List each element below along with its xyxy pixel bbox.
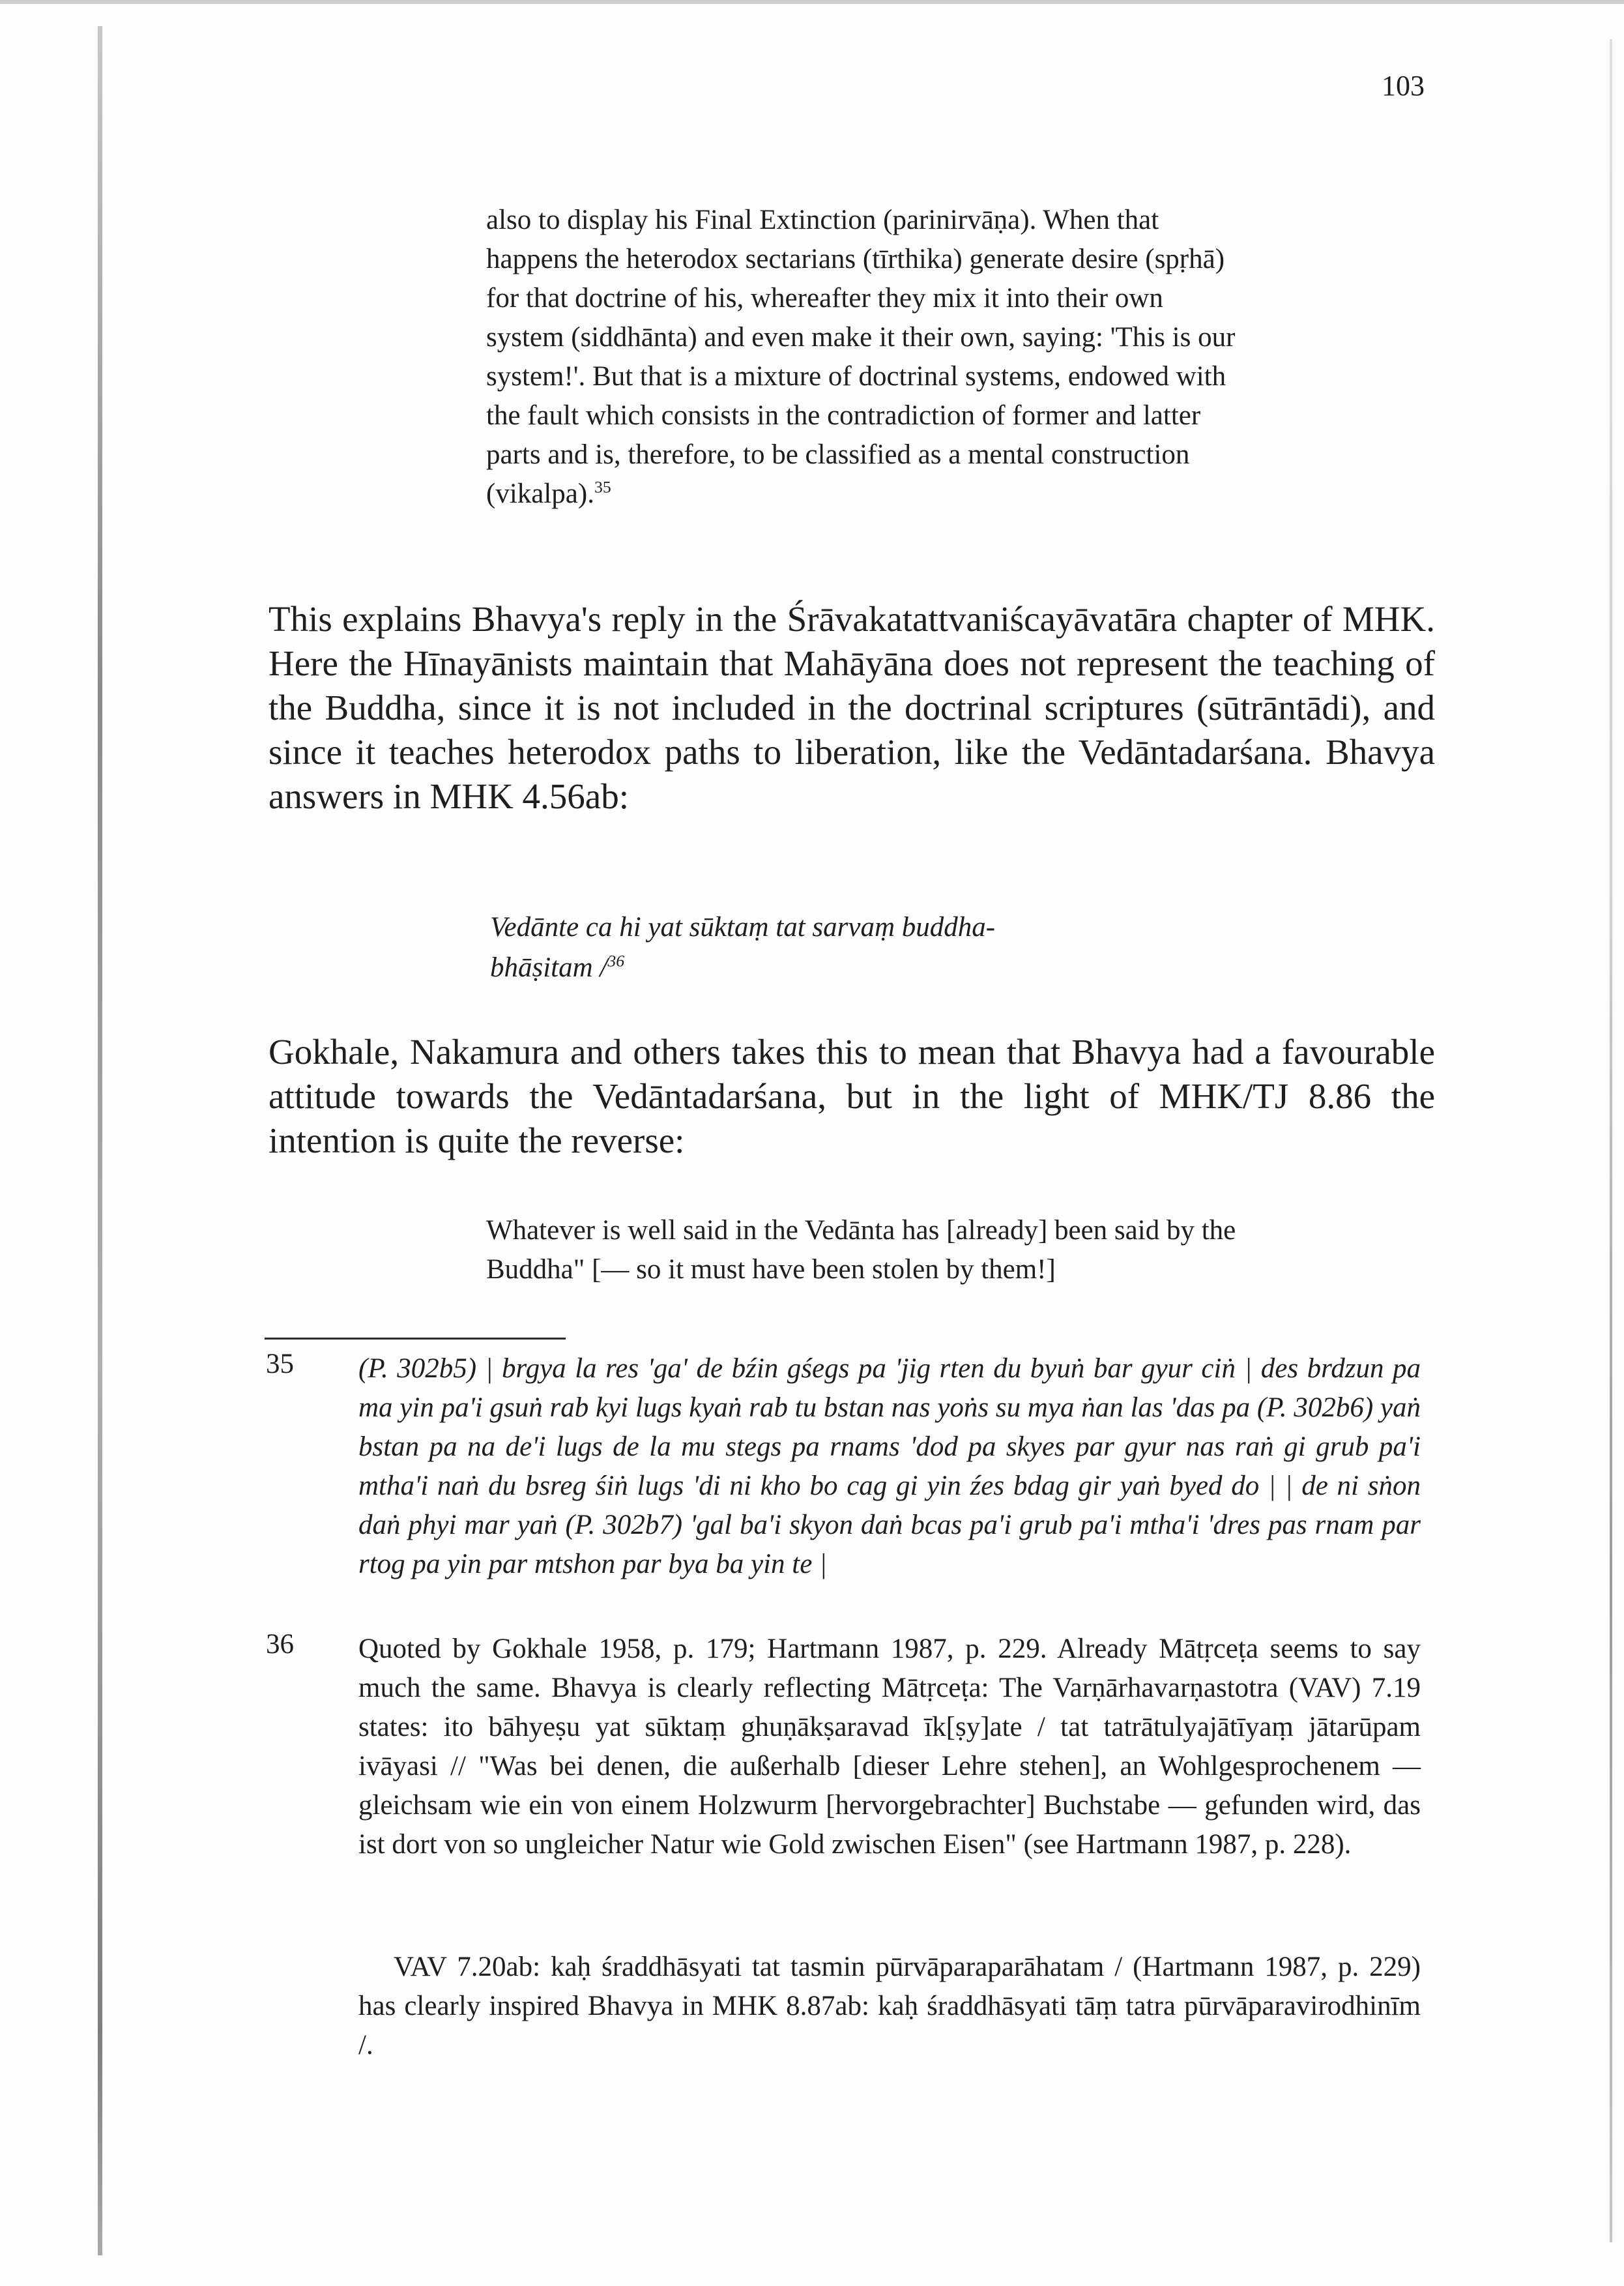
block-quote-bottom: Whatever is well said in the Vedānta has [already] been said by the Buddha" [— so it must have been stolen by them!] bbox=[486, 1215, 1236, 1285]
scan-right-edge bbox=[1610, 39, 1612, 2242]
footnote-ref-36[interactable]: 36 bbox=[607, 951, 625, 971]
footnote-36-text-continued: VAV 7.20ab: kaḥ śraddhāsyati tat tasmin pūrvāparaparāhatam / (Hartmann 1987, p. 229) has clearly inspired Bhavya in MHK 8.87ab: kaḥ śraddhāsyati tāṃ tatra pūrvāparavirodhinīm /. bbox=[358, 1952, 1421, 2060]
footnote-36-text: Quoted by Gokhale 1958, p. 179; Hartmann 1987, p. 229. Already Mātṛceṭa seems to say much the same. Bhavya is clearly reflecting Mātṛceṭa: The Varṇārhavarṇastotra (VAV) 7.19 states: ito bāhyeṣu yat sūktaṃ ghuṇākṣaravad īk[ṣy]ate / tat tatrātulyajātīyaṃ jātarūpam ivāyasi // "Was bei denen, die außerhalb [dieser Lehre stehen], an Wohlgesprochenem — gleichsam wie ein von einem Holzwurm [hervorgebrachter] Buchstabe — gefunden wird, das ist dort von so ungleicher Natur wie Gold zwischen Eisen" (see Hartmann 1987, p. 228). bbox=[358, 1634, 1421, 1860]
block-quote-top bbox=[486, 201, 1242, 514]
scan-top-edge bbox=[0, 0, 1624, 4]
scan-left-edge bbox=[98, 26, 102, 2255]
footnote-number-35: 35 bbox=[266, 1349, 294, 1379]
verse-line-1: Vedānte ca hi yat sūktaṃ tat sarvaṃ buddha- bbox=[490, 912, 996, 943]
footnote-separator bbox=[265, 1338, 566, 1340]
body-paragraph-2: Gokhale, Nakamura and others takes this to mean that Bhavya had a favourable attitude towards the Vedāntadarśana, but in the light of MHK/TJ 8.86 the intention is quite the reverse: bbox=[268, 1032, 1435, 1160]
page-number: 103 bbox=[1382, 70, 1425, 102]
verse-line-2: bhāṣitam /$^{36}$ bbox=[490, 951, 625, 983]
body-paragraph-1: This explains Bhavya's reply in the Śrāvakatattvaniścayāvatāra chapter of MHK. Here the Hīnayānists maintain that Mahāyāna does not represent the teaching of the Buddha, since it is not included in the doctrinal scriptures (sūtrāntādi), and since it teaches heterodox paths to liberation, like the Vedāntadarśana. Bhavya answers in MHK 4.56ab: bbox=[268, 599, 1435, 816]
footnote-ref-35[interactable]: 35 bbox=[594, 477, 611, 497]
footnote-35-text: (P. 302b5) | brgya la res 'ga' de bźin gśegs pa 'jig rten du byuṅ bar gyur ciṅ | des brdzun pa ma yin pa'i gsuṅ rab kyi lugs kyaṅ rab tu bstan nas yoṅs su mya ṅan las 'das pa (P. 302b6) yaṅ bstan pa na de'i lugs de la mu stegs pa rnams 'dod pa skyes par gyur nas raṅ gi grub pa'i mtha'i naṅ du bsreg śiṅ lugs 'di ni kho bo cag gi yin źes bdag gir yaṅ byed do | | de ni sṅon daṅ phyi mar yaṅ (P. 302b7) 'gal ba'i skyon daṅ bcas pa'i grub pa'i mtha'i 'dres pas rnam par rtog pa yin par mtshon par bya ba yin te | bbox=[358, 1353, 1421, 1579]
block-quote-top-text: also to display his Final Extinction (parinirvāṇa). When that happens the heterodox sectarians (tīrthika) generate desire (spṛhā) for that doctrine of his, whereafter they mix it into their own system (siddhānta) and even make it their own, saying: 'This is our system!'. But that is a mixture of doctrinal systems, endowed with the fault which consists in the contradiction of former and latter parts and is, therefore, to be classified as a mental construction (vikalpa). bbox=[486, 205, 1236, 509]
sanskrit-verse bbox=[490, 907, 1207, 988]
footnote-number-36: 36 bbox=[266, 1629, 294, 1660]
